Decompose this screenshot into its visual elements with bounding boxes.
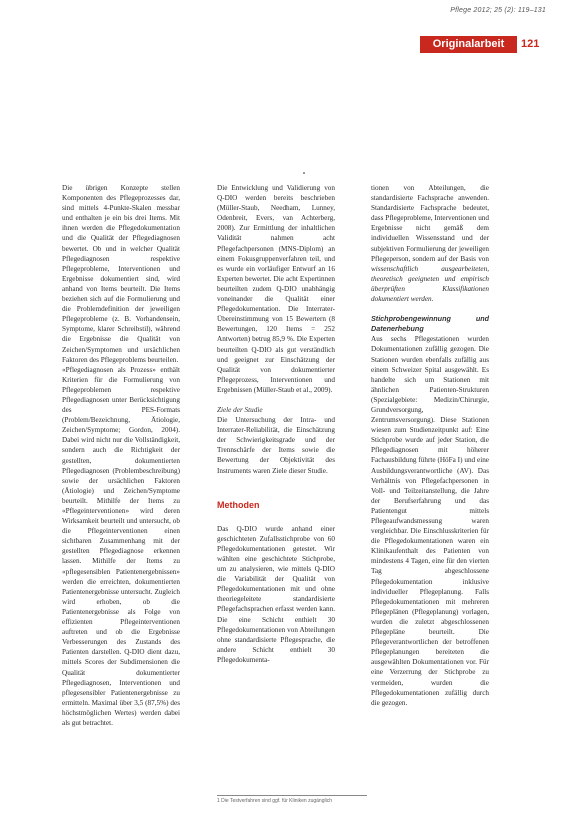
journal-citation: Pflege 2012; 25 (2): 119–131 (450, 7, 546, 14)
paragraph-emphasis: wissenschaftlich ausgearbeiteten, theoretisch geeigneten und empirisch überprüften Klassifikationen dokumentiert werden. (371, 264, 489, 304)
article-type-label: Originalarbeit (420, 36, 517, 53)
section-heading-methoden: Methoden (217, 499, 260, 510)
subheading-ziele: Ziele der Studie (217, 405, 263, 414)
paragraph: Die Untersuchung der Intra- und Interrater-Reliabilität, die Einschätzung der Schwierigkeitsgrade und der Trennschärfe der Items sowie die Bewertung der Objektivität des Instruments waren Ziele dieser Studie. (217, 416, 335, 475)
column-middle (217, 183, 335, 665)
article-header (420, 36, 564, 53)
paragraph: Die Entwicklung und Validierung von Q-DIO werden bereits beschrieben (Müller-Staub, Needham, Lunney, Odenbreit, Evers, van Achterberg, 2008). Zur Ermittlung der inhaltlichen Validität nahmen acht Pflegefachpersonen (MNS-Diplom) an einem Fokusgruppenverfahren teil, und es wurde ein vorläufiger Entwurf an 16 Experten bewertet. Die acht Expertinnen beurteilten zudem Q-DIO unabhängig voneinander die Qualität einer Pflegedokumentation. Die Interrater-Übereinstimmung von 15 Bewertern (8 Bewertungen, 120 Items = 252 Antworten) betrug 85,9 %. Die Experten beurteilten Q-DIO als gut verständlich und geeignet zur Einschätzung der Qualität von dokumentierter Pflegeprozess, Interventionen und Ergebnissen (Müller-Staub et al., 2009). (217, 184, 335, 394)
paragraph (371, 183, 489, 304)
footnote: 1 Die Testverfahren sind ggf. für Kliniken zugänglich (217, 795, 367, 804)
paragraph: Die übrigen Konzepte stellen Komponenten des Pflegeprozesses dar, sind mittels 4-Punkte-Skalen messbar und enthalten je ein bis drei Items. Mit ihnen werden die Pflegedokumentation und die Qualität der Pflegediagnosen bewertet. Ob und in welcher Qualität Pflegediagnosen respektive Pflegeprobleme, Interventionen und Ergebnisse dokumentiert sind, wird anhand von Items beurteilt. Die Items beziehen sich auf die Formulierung und die Problemdefinition der jeweiligen Pflegeprobleme (z. B. Vorhandensein, Symptome, klarer Schreibstil), während die Ergebnisse die Qualität von Zeichen/Symptomen und ursächlichen Faktoren des Pflegeproblems beurteilen. (62, 184, 180, 364)
paragraph: Das Q-DIO wurde anhand einer geschichteten Zufallsstichprobe von 60 Pflegedokumentationen getestet. Wir wählten eine geschichtete Stichprobe, um zu analysieren, wie mittels Q-DIO die Variabilität der Qualität von Pflegedokumentationen mit und ohne theoriegeleitete standardisierte Pflegefachsprachen erfasst werden kann. Die eine Schicht enthielt 30 Pflegedokumentationen von Abteilungen ohne standardisierte Pflegesprache, die andere Schicht enthielt 30 Pflegedokumenta- (217, 524, 335, 664)
page-number: 121 (521, 38, 540, 50)
subheading-stichprobe: Stichprobengewinnung und Datenerhebung (371, 314, 489, 334)
column-right (371, 183, 489, 708)
column-left (62, 183, 180, 728)
decorative-dot (303, 172, 305, 174)
paragraph: Aus sechs Pflegestationen wurden Dokumentationen zufällig gezogen. Die Stationen wurden ebenfalls zufällig aus einem Schweizer Spital ausgewählt. Es handelte sich um Stationen mit ähnlichen Patienten-Strukturen (Spezialgebiete: Medizin/Chirurgie, Grundversorgung, Zentrumsversorgung). Diese Stationen wiesen zum Studienzeitpunkt auf: Eine Stichprobe wurde auf jeder Station, die Pflegediagnosen mit höherer Fachausbildung führte (HöFa I) und eine Ausbildungsverantwortliche (AV). Das Verhältnis von Pflegefachpersonen in Voll- und Teilzeitanstellung, die Jahre der Berufserfahrung und das Patientengut mittels Pflegeaufwandsmessung waren vergleichbar. Die Einschlusskriterien für die Pflegedokumentationen waren ein Klinikaufenthalt des Patienten von mindestens 4 Tagen, eine für den vierten Tag abgeschlossene Pflegedokumentation inklusive individueller Pflegeplanung. Falls Pflegedokumentationen mit mehreren Pflegeplänen (Pflegeplanung) vorlagen, wurden die zuletzt abgeschlossenen Pflegepläne beurteilt. Die Pflegeverantwortlichen der betroffenen Pflegeplanungen bereiteten die ausgewählten Dokumentationen vor. Für eine Verzerrung der Stichprobe zu vermeiden, wurden die Pflegedokumentationen zufällig durch die gezogen. (371, 335, 489, 707)
paragraph-text: tionen von Abteilungen, die standardisierte Fachsprache anwenden. Standardisierte Fachsprache bedeutet, dass Pflegeprobleme, Interventionen und Ergebnisse nicht gemäß dem individuellen Wissensstand und der subjektiven Formulierung der jeweiligen Pflegeperson, sondern auf der Basis von (371, 184, 489, 263)
paragraph: «Pflegediagnosen als Prozess» enthält Kriterien für die Formulierung von Pflegeproblemen respektive Pflegediagnosen unter Berücksichtigung des PES-Formats (Problem/Bezeichnung, Ätiologie, Zeichen/Symptome; Gordon, 2004). Dabei wird nicht nur die Vollständigkeit, sondern auch die Richtigkeit der gestellten, dokumentierten Pflegediagnosen (Problembeschreibung) sowie der ursächlichen Faktoren (Ätiologie) und Zeichen/Symptome beurteilt. Mithilfe der Items zu «Pflegeinterventionen» wird deren Wirksamkeit beurteilt und untersucht, ob die Pflegeinterventionen einen sichtbaren Zusammenhang mit der gestellten Pflegediagnose erkennen lassen. Mithilfe der Items zu «pflegesensiblen Patientenergebnissen» werden die erreichten, dokumentierten Patientenergebnisse untersucht. Zugleich wird erhoben, ob die Patientenergebnisse als Folge von effizienten Pflegeinterventionen auftreten und ob die Ergebnisse Verbesserungen des Zustands des Patienten darstellen. Q-DIO dient dazu, mittels Scores der Subdimensionen die Qualität dokumentierter Pflegediagnosen, Interventionen und pflegesensibler Patientenergebnisse zu ermitteln. Maximal über 3,5 (87,5%) des höchstmöglichen Wertes) werden dabei als gut betrachtet. (62, 365, 180, 727)
